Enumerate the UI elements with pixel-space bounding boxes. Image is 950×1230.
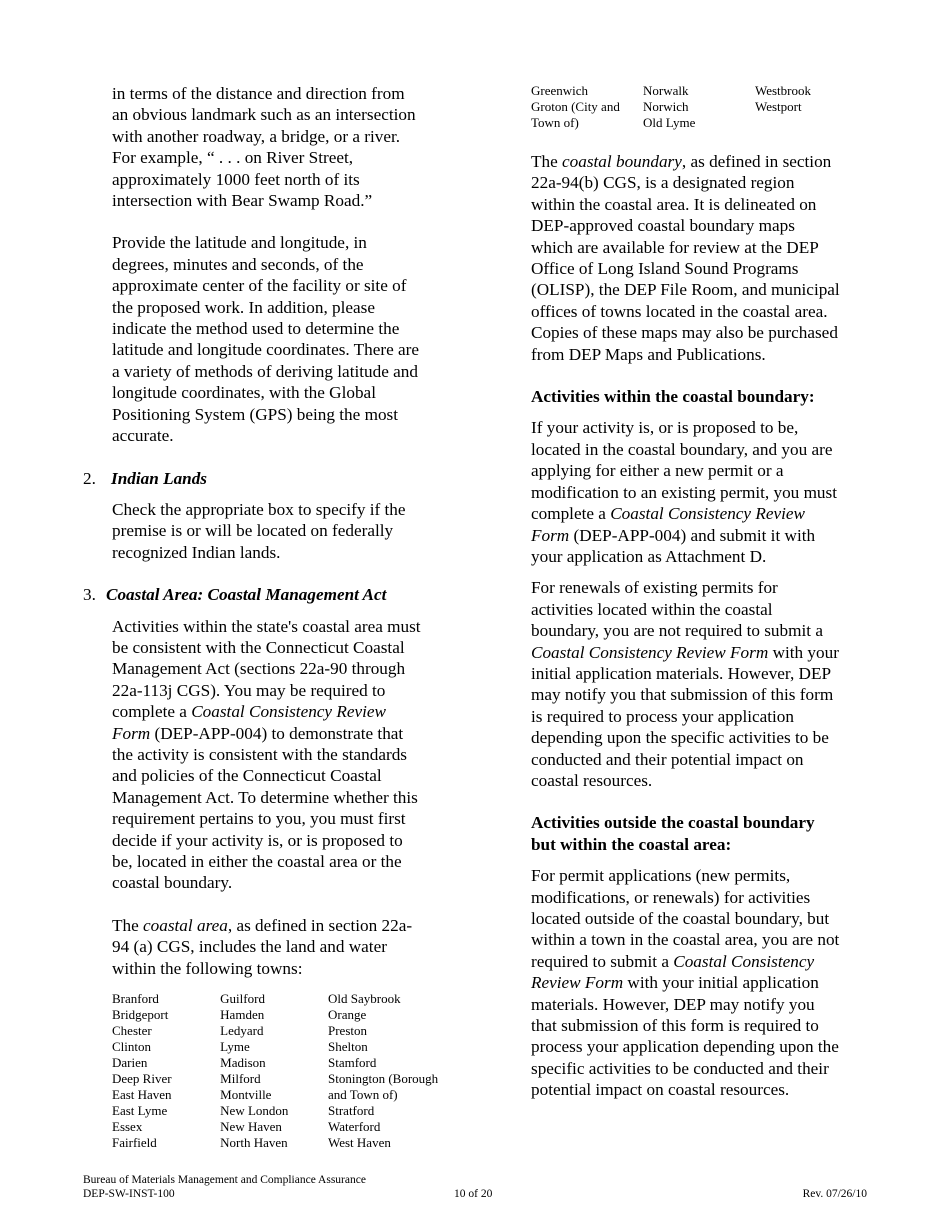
footer-revision-date: Rev. 07/26/10 [802, 1188, 867, 1200]
text-line: DEP-approved coastal boundary maps [531, 216, 795, 236]
text-line: may notify you that submission of this form [531, 685, 834, 705]
text-line: depending upon the specific activities to be [531, 728, 829, 748]
text-line: Activities within the state's coastal area must [112, 616, 421, 636]
coastal-towns-table-continued [531, 83, 871, 131]
renewals-paragraph [531, 577, 871, 791]
text-line: coastal resources. [531, 770, 653, 790]
text-line: For example, “ . . . on River Street, [112, 148, 354, 168]
town-cell: Westport [755, 99, 802, 114]
text-line: but within the coastal area: [531, 834, 732, 854]
text-line: recognized Indian lands. [112, 542, 281, 562]
town-cell: East Lyme [112, 1103, 168, 1119]
text-line: Management Act. To determine whether this [112, 787, 418, 807]
town-cell: Groton (City and [531, 99, 620, 114]
text-line: Form (DEP-APP-004) to demonstrate that [112, 723, 404, 743]
text-line: materials. However, DEP may notify you [531, 994, 815, 1014]
text-line: in terms of the distance and direction from [112, 84, 405, 103]
text-line: an obvious landmark such as an intersection [112, 105, 416, 125]
town-cell: Old Saybrook [328, 991, 401, 1007]
text-line: offices of towns located in the coastal area. [531, 301, 828, 321]
town-cell: West Haven [328, 1135, 391, 1151]
text-line: 22a-94(b) CGS, is a designated region [531, 173, 795, 193]
text-line: and policies of the Connecticut Coastal [112, 766, 382, 786]
town-cell [755, 115, 871, 131]
town-cell: Orange [328, 1007, 367, 1023]
text-line: located outside of the coastal boundary, but [531, 909, 830, 928]
text-line: the activity is consistent with the standards [112, 744, 407, 764]
text-line: applying for either a new permit or a [531, 461, 784, 481]
text-line: initial application materials. However, DEP [531, 663, 832, 683]
text-line: the proposed work. In addition, please [112, 297, 375, 317]
text-line: is required to process your application [531, 706, 794, 726]
text-line: For permit applications (new permits, [531, 866, 791, 886]
town-row [531, 115, 871, 131]
town-row [112, 1055, 453, 1071]
text-line: complete a Coastal Consistency Review [531, 504, 805, 524]
subheading-outside-boundary [531, 812, 871, 855]
text-line: longitude coordinates, with the Global [112, 383, 376, 403]
town-cell: Madison [220, 1055, 266, 1071]
outside-boundary-paragraph [531, 865, 871, 1100]
town-cell: Old Lyme [643, 115, 696, 130]
town-cell: Hamden [220, 1007, 265, 1023]
text-line: premise is or will be located on federally [112, 521, 394, 541]
text-line: Positioning System (GPS) being the most [112, 404, 399, 424]
text-line: decide if your activity is, or is proposed to [112, 830, 403, 850]
coastal-management-paragraph [83, 616, 453, 894]
subheading-within-boundary: Activities within the coastal boundary: [531, 387, 815, 407]
indian-lands-paragraph [83, 499, 453, 563]
text-line: process your application depending upon the [531, 1037, 839, 1057]
text-line: 22a-113j CGS). You may be required to [112, 680, 386, 700]
text-line: your application as Attachment D. [531, 546, 767, 566]
text-line: modification to an existing permit, you must [531, 482, 837, 502]
text-line: potential impact on coastal resources. [531, 1080, 790, 1100]
town-cell: Stamford [328, 1055, 377, 1071]
town-row [112, 1087, 453, 1103]
town-cell: Shelton [328, 1039, 368, 1055]
text-line: Form (DEP-APP-004) and submit it with [531, 525, 816, 545]
text-line: boundary, you are not required to submit a [531, 621, 823, 641]
text-line: modifications, or renewals) for activities [531, 887, 811, 907]
town-cell: Town of) [531, 115, 579, 130]
text-line: For renewals of existing permits for [531, 578, 778, 598]
town-cell: Norwich [643, 99, 689, 114]
text-line: within the coastal area. It is delineated on [531, 194, 817, 214]
text-line: If your activity is, or is proposed to be, [531, 418, 799, 438]
text-line: degrees, minutes and seconds, of the [112, 254, 364, 274]
text-line: The coastal area, as defined in section 22a- [112, 915, 413, 935]
text-line: requirement pertains to you, you must first [112, 809, 406, 829]
text-line: Copies of these maps may also be purchased [531, 323, 838, 343]
town-cell: and Town of) [328, 1087, 398, 1103]
footer-page-number: 10 of 20 [454, 1188, 493, 1200]
text-line: coastal boundary. [112, 873, 233, 893]
town-cell: Deep River [112, 1071, 172, 1087]
coastal-towns-table [112, 991, 453, 1151]
text-line: The coastal boundary, as defined in section [531, 152, 832, 171]
footer-document-id: DEP-SW-INST-100 [83, 1188, 175, 1200]
text-line: (OLISP), the DEP File Room, and municipal [531, 280, 840, 300]
section-heading-coastal-area [83, 584, 453, 605]
page-footer [83, 1173, 867, 1201]
text-line: indicate the method used to determine the [112, 319, 400, 339]
text-line: within the following towns: [112, 958, 303, 978]
town-row [112, 1071, 453, 1087]
town-cell: Milford [220, 1071, 261, 1087]
text-line: be consistent with the Connecticut Coastal [112, 637, 405, 657]
town-cell: Clinton [112, 1039, 152, 1055]
town-cell: Ledyard [220, 1023, 264, 1039]
right-column [531, 83, 871, 1101]
town-cell: East Haven [112, 1087, 172, 1103]
town-cell: North Haven [220, 1135, 288, 1151]
town-cell: Lyme [220, 1039, 250, 1055]
town-row [112, 1039, 453, 1055]
text-line: a variety of methods of deriving latitude and [112, 361, 418, 381]
town-row [112, 1007, 453, 1023]
text-line: Review Form with your initial application [531, 973, 819, 993]
text-line: latitude and longitude coordinates. There are [112, 340, 420, 360]
town-cell: Essex [112, 1119, 143, 1135]
location-description-paragraph [83, 83, 453, 211]
coastal-boundary-definition-paragraph [531, 151, 871, 365]
town-cell: Waterford [328, 1119, 381, 1135]
town-cell: Montville [220, 1087, 272, 1103]
town-row [112, 1023, 453, 1039]
town-cell: New Haven [220, 1119, 282, 1135]
text-line: Provide the latitude and longitude, in [112, 233, 367, 253]
text-line: Coastal Consistency Review Form with your [531, 642, 839, 662]
text-line: within a town in the coastal area, you are not [531, 930, 840, 950]
left-column [83, 83, 453, 1151]
town-cell: New London [220, 1103, 289, 1119]
town-cell: Branford [112, 991, 159, 1007]
text-line: Activities outside the coastal boundary [531, 813, 815, 833]
town-cell: Bridgeport [112, 1007, 169, 1023]
town-cell: Stonington (Borough [328, 1071, 439, 1087]
section-number: 3. [83, 585, 96, 605]
text-line: conducted and their potential impact on [531, 749, 804, 769]
town-row [112, 1119, 453, 1135]
town-cell: Stratford [328, 1103, 375, 1119]
text-line: located in the coastal boundary, and you are [531, 439, 833, 459]
section-number: 2. [83, 468, 96, 488]
town-cell: Darien [112, 1055, 148, 1071]
footer-bureau: Bureau of Materials Management and Compliance Assurance [83, 1174, 366, 1186]
text-line: 94 (a) CGS, includes the land and water [112, 937, 387, 957]
town-row [112, 991, 453, 1007]
text-line: specific activities to be conducted and their [531, 1058, 829, 1078]
town-cell: Norwalk [643, 83, 689, 98]
latitude-longitude-paragraph [83, 232, 453, 446]
text-line: Office of Long Island Sound Programs [531, 259, 799, 279]
town-cell: Chester [112, 1023, 152, 1039]
text-line: with another roadway, a bridge, or a river. [112, 126, 401, 146]
text-line: accurate. [112, 426, 174, 446]
town-row [531, 83, 871, 99]
town-row [112, 1135, 453, 1151]
text-line: be, located in either the coastal area or the [112, 852, 402, 871]
text-line: from DEP Maps and Publications. [531, 344, 766, 364]
text-line: activities located within the coastal [531, 599, 773, 619]
text-line: Management Act (sections 22a-90 through [112, 659, 406, 679]
town-cell: Guilford [220, 991, 265, 1007]
town-cell: Westbrook [755, 83, 811, 98]
section-heading-indian-lands [83, 468, 453, 489]
coastal-area-definition-paragraph [83, 915, 453, 979]
text-line: approximately 1000 feet north of its [112, 169, 360, 189]
text-line: that submission of this form is required to [531, 1016, 819, 1036]
town-cell: Greenwich [531, 83, 589, 98]
text-line: which are available for review at the DEP [531, 237, 819, 257]
text-line: required to submit a Coastal Consistency [531, 951, 815, 971]
within-boundary-paragraph [531, 417, 871, 567]
town-cell: Preston [328, 1023, 367, 1039]
town-cell: Fairfield [112, 1135, 157, 1151]
text-line: intersection with Bear Swamp Road.” [112, 191, 373, 211]
town-row [112, 1103, 453, 1119]
section-title: Indian Lands [111, 468, 207, 488]
text-line: Check the appropriate box to specify if the [112, 499, 406, 519]
section-title: Coastal Area: Coastal Management Act [106, 585, 387, 605]
town-row [531, 99, 871, 115]
text-line: approximate center of the facility or site of [112, 276, 407, 296]
text-line: complete a Coastal Consistency Review [112, 702, 386, 722]
